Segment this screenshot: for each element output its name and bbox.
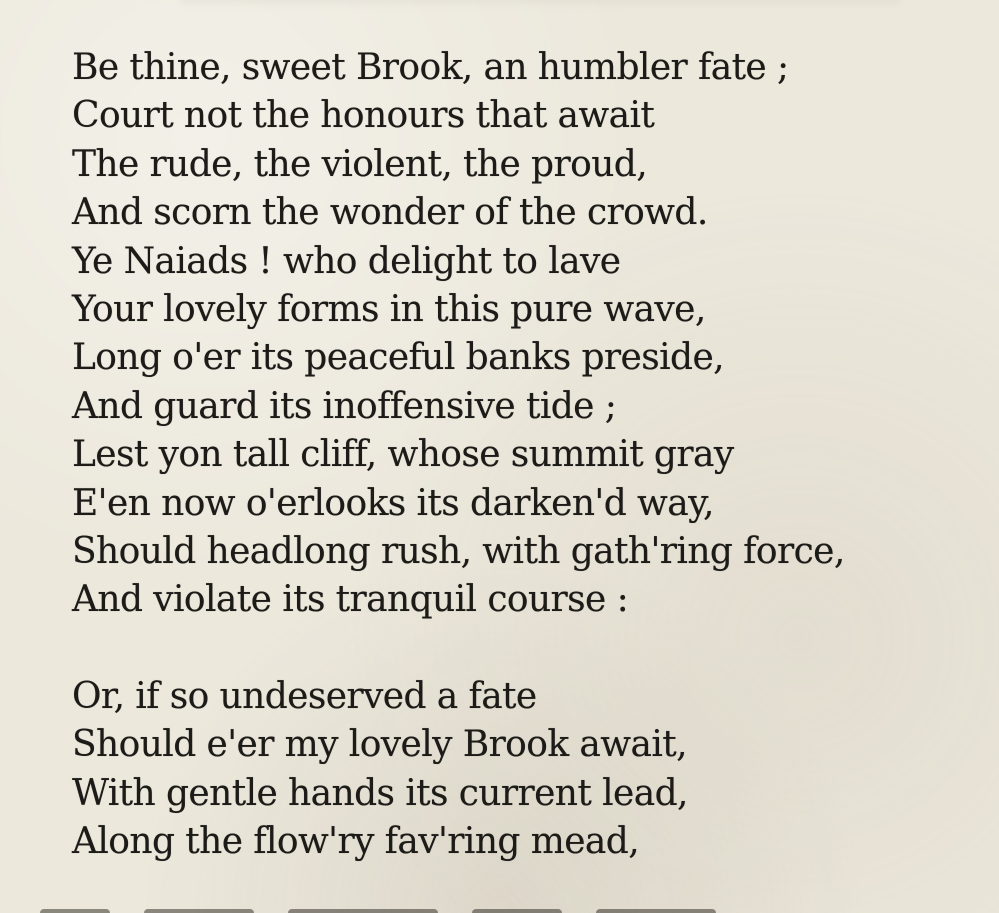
cut-off-text-bottom <box>40 897 800 913</box>
poem-line: Court not the honours that await <box>72 95 655 137</box>
poem-line: Your lovely forms in this pure wave, <box>72 289 706 331</box>
poem-line: The rude, the violent, the proud, <box>72 143 648 185</box>
poem-line: Ye Naiads ! who delight to lave <box>72 240 621 282</box>
poem-line: And scorn the wonder of the crowd. <box>72 192 708 234</box>
poem-line: E'en now o'erlooks its darken'd way, <box>72 482 714 524</box>
stanza-1 <box>72 44 972 625</box>
poem-line: Or, if so undeserved a fate <box>72 675 537 717</box>
poem-line: Should headlong rush, with gath'ring force, <box>72 531 845 573</box>
poem-line: And guard its inoffensive tide ; <box>72 385 617 427</box>
poem-line: Be thine, sweet Brook, an humbler fate ; <box>72 47 789 88</box>
poem <box>72 44 972 867</box>
stanza-2 <box>72 673 972 867</box>
poem-line: With gentle hands its current lead, <box>72 772 688 814</box>
poem-line: Should e'er my lovely Brook await, <box>72 724 687 766</box>
facing-page-bleed-top <box>180 0 900 8</box>
poem-line: Long o'er its peaceful banks preside, <box>72 337 724 379</box>
poem-line: And violate its tranquil course : <box>72 579 629 621</box>
poem-line: Along the flow'ry fav'ring mead, <box>72 821 640 863</box>
poem-line: Lest yon tall cliff, whose summit gray <box>72 434 734 476</box>
